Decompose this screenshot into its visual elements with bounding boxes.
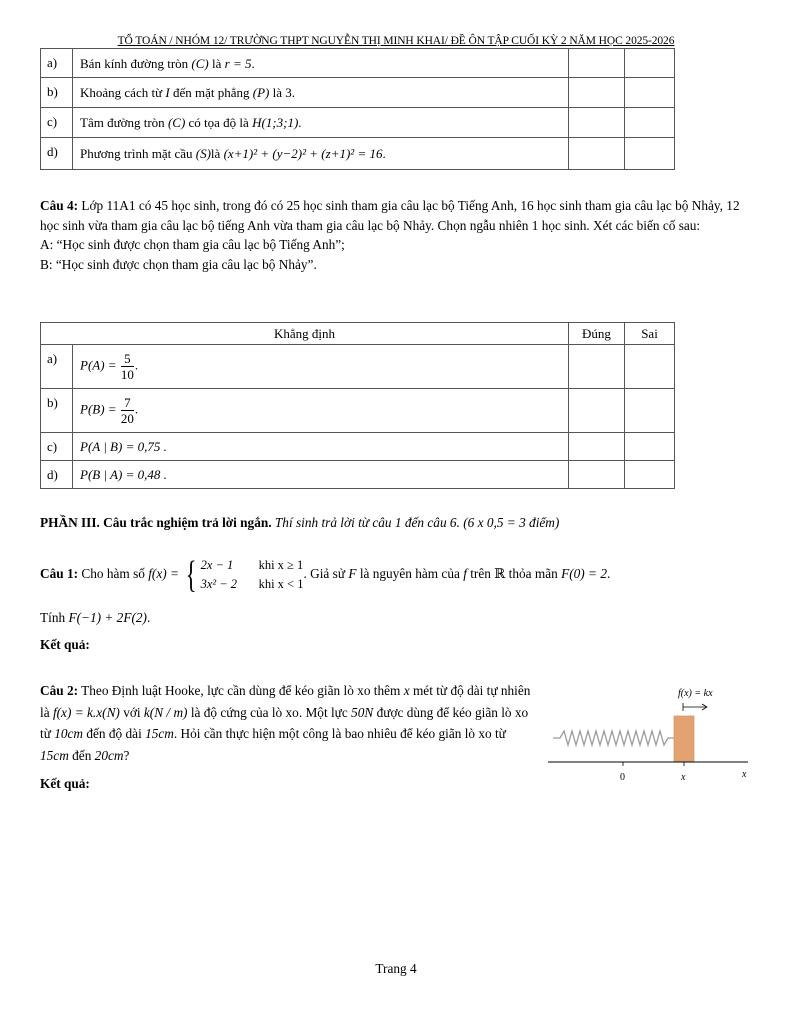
table-row (41, 461, 675, 489)
true-answer-cell[interactable] (569, 461, 625, 489)
event-b: B: “Học sinh được chọn tham gia câu lạc bộ Nhảy”. (40, 256, 317, 272)
true-answer-cell[interactable] (569, 108, 625, 138)
statement-cell: P(B | A) = 0,48 . (73, 461, 569, 489)
statement-cell: P(A) = $\frac{5}{10}$ . (73, 345, 569, 389)
block (674, 716, 694, 762)
row-label: b) (41, 389, 73, 433)
row-label: b) (41, 78, 73, 108)
true-answer-cell[interactable] (569, 389, 625, 433)
statement-header: Khẳng định (41, 323, 569, 345)
statement-cell: Khoảng cách từ I đến mặt phẳng (P) là 3. (73, 78, 569, 108)
spring-figure (548, 676, 748, 796)
row-label: d) (41, 138, 73, 170)
false-answer-cell[interactable] (625, 433, 675, 461)
false-header: Sai (625, 323, 675, 345)
table-row (41, 345, 675, 389)
false-answer-cell[interactable] (625, 138, 675, 170)
true-answer-cell[interactable] (569, 345, 625, 389)
true-answer-cell[interactable] (569, 78, 625, 108)
page-number: Trang 4 (375, 961, 417, 976)
answer-label-2: Kết quả: (40, 776, 90, 791)
row-label: c) (41, 433, 73, 461)
false-answer-cell[interactable] (625, 78, 675, 108)
question-1: Câu 1: Cho hàm số f(x) = { 2x − 1 khi x ≥ 1 3x² − 2 khi x < 1 . Giả sử F là nguyên hàm của f trên ℝ thỏa mãn F(0) = 2. (40, 554, 611, 596)
statement-cell: P(B) = $\frac{7}{20}$ . (73, 389, 569, 433)
statement-cell: Phương trình mặt cầu (S)là (x+1)² + (y−2)² + (z+1)² = 16. (73, 138, 569, 170)
table-header-row (41, 323, 675, 345)
true-answer-cell[interactable] (569, 433, 625, 461)
true-false-table-2 (40, 322, 675, 489)
false-answer-cell[interactable] (625, 345, 675, 389)
row-label: a) (41, 49, 73, 78)
statement-cell: Tâm đường tròn (C) có tọa độ là H(1;3;1). (73, 108, 569, 138)
page-header: TỔ TOÁN / NHÓM 12/ TRƯỜNG THPT NGUYỄN THỊ MINH KHAI/ ĐỀ ÔN TẬP CUỐI KỲ 2 NĂM HỌC 2025-2026 (117, 35, 675, 47)
false-answer-cell[interactable] (625, 389, 675, 433)
force-label: f(x) = kx (678, 688, 713, 699)
table-row (41, 433, 675, 461)
spring (553, 731, 674, 745)
false-answer-cell[interactable] (625, 108, 675, 138)
zero-label: 0 (620, 772, 625, 783)
table-row (41, 389, 675, 433)
part-3-heading: PHẦN III. Câu trắc nghiệm trả lời ngắn. Thí sinh trả lời từ câu 1 đến câu 6. (6 x 0,5 = 3 điểm) (40, 515, 560, 530)
x-label: x (681, 772, 686, 783)
true-false-table-1 (40, 48, 675, 170)
question-2: Câu 2: Theo Định luật Hooke, lực cần dùng để kéo giãn lò xo thêm x mét từ độ dài tự nhiên là f(x) = k.x(N) với k(N / m) là độ cứng của lò xo. Một lực 50N được dùng để kéo giãn lò xo từ 10cm đến độ dài 15cm. Hỏi cần thực hiện một công là bao nhiêu để kéo giãn lò xo từ 15cm đến 20cm? (40, 683, 531, 763)
question-1-ask: Tính F(−1) + 2F(2). (40, 610, 151, 625)
question-4 (40, 196, 756, 274)
true-answer-cell[interactable] (569, 49, 625, 78)
false-answer-cell[interactable] (625, 49, 675, 78)
event-a: A: “Học sinh được chọn tham gia câu lạc bộ Tiếng Anh”; (40, 237, 345, 252)
true-header: Đúng (569, 323, 625, 345)
table-row (41, 138, 675, 170)
table-row (41, 108, 675, 138)
table-row (41, 49, 675, 78)
true-answer-cell[interactable] (569, 138, 625, 170)
question-4-text: Câu 4: Lớp 11A1 có 45 học sinh, trong đó có 25 học sinh tham gia câu lạc bộ Tiếng Anh, 16 học sinh tham gia câu lạc bộ Nhảy, 12 học sinh vừa tham gia câu lạc bộ tiếng Anh vừa tham gia câu lạc bộ Nhảy. Chọn ngẫu nhiên 1 học sinh. Xét các biến cố sau: (40, 198, 740, 233)
answer-label-1: Kết quả: (40, 637, 90, 652)
statement-cell: Bán kính đường tròn (C) là r = 5. (73, 49, 569, 78)
false-answer-cell[interactable] (625, 461, 675, 489)
statement-cell: P(A | B) = 0,75 . (73, 433, 569, 461)
row-label: c) (41, 108, 73, 138)
row-label: d) (41, 461, 73, 489)
axis-label: x (742, 769, 747, 780)
table-row (41, 78, 675, 108)
row-label: a) (41, 345, 73, 389)
